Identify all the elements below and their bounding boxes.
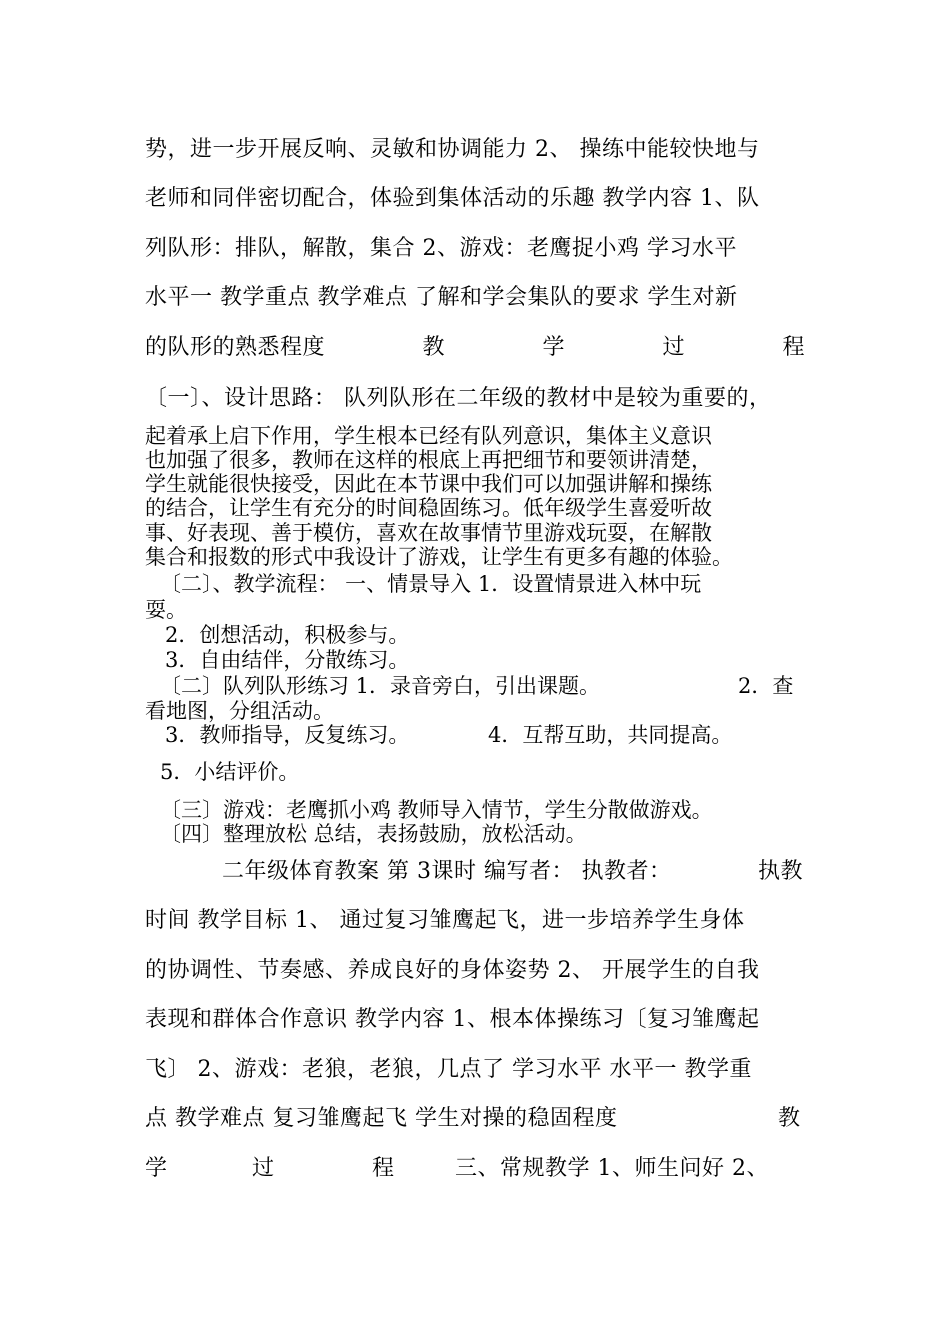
text-line: 2．创想活动，积极参与。 xyxy=(165,623,410,647)
text-line: 3．自由结伴，分散练习。 xyxy=(165,648,410,672)
text-line: 的协调性、节奏感、养成良好的身体姿势 2、 开展学生的自我 xyxy=(145,958,760,983)
text-line: 水平一 教学重点 教学难点 了解和学会集队的要求 学生对新 xyxy=(145,285,738,310)
text-line: 〔四〕整理放松 总结，表扬鼓励，放松活动。 xyxy=(160,822,587,846)
text-line: 〔一〕、设计思路： 队列队形在二年级的教材中是较为重要的， xyxy=(145,386,772,411)
text-line: 列队形：排队，解散，集合 2、游戏：老鹰捉小鸡 学习水平 xyxy=(145,236,737,261)
text-line: 时间 教学目标 1、 通过复习雏鹰起飞，进一步培养学生身体 xyxy=(145,908,745,933)
text-line: 的队形的熟悉程度 xyxy=(145,335,326,360)
text-line: 表现和群体合作意识 教学内容 1、根本体操练习〔复习雏鹰起 xyxy=(145,1007,760,1032)
process-heading-line xyxy=(145,335,805,361)
text-line: 的结合，让学生有充分的时间稳固练习。低年级学生喜爱听故 xyxy=(145,496,712,520)
process-char: 学 xyxy=(145,1156,168,1181)
process-char: 学 xyxy=(542,335,565,360)
text-line: 学生就能很快接受，因此在本节课中我们可以加强讲解和操练 xyxy=(145,472,712,496)
text-line: 3．教师指导，反复练习。 xyxy=(165,723,410,747)
text-line: 执教 xyxy=(758,859,804,884)
process-char: 程 xyxy=(782,335,805,360)
text-line: 看地图，分组活动。 xyxy=(145,699,334,723)
text-line: 4．互帮互助，共同提高。 xyxy=(488,723,733,747)
text-line: 集合和报数的形式中我设计了游戏，让学生有更多有趣的体验。 xyxy=(145,545,733,569)
text-line: 也加强了很多，教师在这样的根底上再把细节和要领讲清楚， xyxy=(145,448,712,472)
process-char: 教 xyxy=(422,335,445,360)
text-line: 起着承上启下作用，学生根本已经有队列意识，集体主义意识 xyxy=(145,424,712,448)
text-line: 点 教学难点 复习雏鹰起飞 学生对操的稳固程度 xyxy=(145,1106,618,1131)
process-char: 教 xyxy=(778,1106,801,1131)
text-line: 事、好表现、善于模仿，喜欢在故事情节里游戏玩耍，在解散 xyxy=(145,521,712,545)
text-line: 飞〕 2、游戏：老狼，老狼，几点了 学习水平 水平一 教学重 xyxy=(145,1057,752,1082)
text-line: 〔二〕、教学流程： 一、情景导入 1．设置情景进入林中玩 xyxy=(160,572,702,596)
text-line: 2．查 xyxy=(738,674,794,698)
text-line: 耍。 xyxy=(145,598,187,622)
process-char: 过 xyxy=(252,1156,275,1181)
text-line: 5．小结评价。 xyxy=(160,760,300,784)
text-line: 老师和同伴密切配合，体验到集体活动的乐趣 教学内容 1、队 xyxy=(145,186,760,211)
text-line: 〔二〕队列队形练习 1．录音旁白，引出课题。 xyxy=(160,674,601,698)
text-line: 〔三〕游戏：老鹰抓小鸡 教师导入情节，学生分散做游戏。 xyxy=(160,798,713,822)
text-line: 势，进一步开展反响、灵敏和协调能力 2、 操练中能较快地与 xyxy=(145,137,760,162)
text-line: 二年级体育教案 第 3课时 编写者： 执教者： xyxy=(222,859,672,884)
text-line: 三、常规教学 1、师生问好 2、 xyxy=(455,1156,769,1181)
process-char: 过 xyxy=(662,335,685,360)
process-char: 程 xyxy=(372,1156,395,1181)
